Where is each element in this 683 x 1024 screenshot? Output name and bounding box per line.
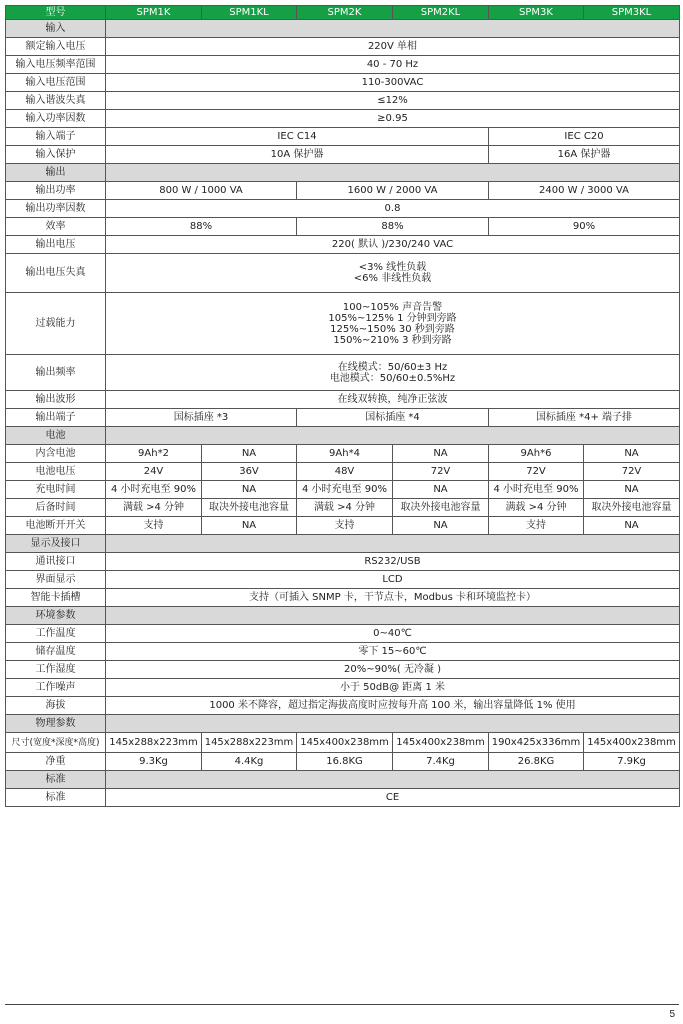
row-battery-voltage [6,463,680,481]
row-label: 输出功率 [6,182,106,200]
row-label: 海拔 [6,697,106,715]
section-physical [6,715,680,733]
model-spm1kl: SPM1KL [202,6,297,20]
section-input [6,20,680,38]
cell: 满载 >4 分钟 [106,499,202,517]
cell: 支持 [489,517,584,535]
section-standard [6,771,680,789]
row-value: RS232/USB [106,553,680,571]
section-title: 电池 [6,427,106,445]
distortion-line: <3% 线性负载 [358,262,427,273]
row-value: 支持（可插入 SNMP 卡，干节点卡，Modbus 卡和环境监控卡） [106,589,680,607]
row-label: 输入谐波失真 [6,92,106,110]
row-slot [6,589,680,607]
row-value: 国标插座 *3 [106,409,297,427]
row-comm [6,553,680,571]
cell: NA [202,445,297,463]
row-value: 88% [297,218,489,236]
cell: NA [584,517,680,535]
overload-line: 125%~150% 30 秒到旁路 [330,323,455,335]
row-altitude [6,697,680,715]
row-value: 10A 保护器 [106,146,489,164]
row-input-pf [6,110,680,128]
section-display [6,535,680,553]
row-label: 输出功率因数 [6,200,106,218]
row-backup-time [6,499,680,517]
cell: 9.3Kg [106,753,202,771]
cell: 145x400x238mm [584,733,680,753]
row-battery-switch [6,517,680,535]
cell: NA [584,481,680,499]
row-value: 小于 50dB@ 距离 1 米 [106,679,680,697]
row-value: 220V 单相 [106,38,680,56]
cell: 取决外接电池容量 [393,499,489,517]
page-number: 5 [669,1009,675,1020]
row-output-frequency [6,355,680,391]
row-label: 净重 [6,753,106,771]
row-value: 110-300VAC [106,74,680,92]
row-label: 储存温度 [6,643,106,661]
row-standard [6,789,680,807]
row-label: 尺寸(宽度*深度*高度) [6,733,106,753]
row-rated-voltage [6,38,680,56]
row-value: 2400 W / 3000 VA [489,182,680,200]
overload-line: 100~105% 声音告警 [342,301,443,313]
row-label: 输入保护 [6,146,106,164]
frequency-line: 在线模式：50/60±3 Hz [337,361,448,373]
header-row [6,6,680,20]
row-value [106,355,680,391]
model-spm3k: SPM3K [489,6,584,20]
row-label: 输入电压频率范围 [6,56,106,74]
row-label: 充电时间 [6,481,106,499]
cell: 取决外接电池容量 [202,499,297,517]
row-value: IEC C20 [489,128,680,146]
row-value: 16A 保护器 [489,146,680,164]
section-output [6,164,680,182]
row-label: 输出端子 [6,409,106,427]
row-value: 0~40℃ [106,625,680,643]
row-label: 工作湿度 [6,661,106,679]
row-value: 1600 W / 2000 VA [297,182,489,200]
cell: 4 小时充电至 90% [297,481,393,499]
overload-line: 105%~125% 1 分钟到旁路 [328,312,457,324]
cell: 9Ah*2 [106,445,202,463]
row-builtin-battery [6,445,680,463]
row-value: 在线双转换，纯净正弦波 [106,391,680,409]
cell: 4.4Kg [202,753,297,771]
row-value: ≥0.95 [106,110,680,128]
cell: 满载 >4 分钟 [489,499,584,517]
row-label: 输出电压失真 [6,254,106,293]
row-label: 输入电压范围 [6,74,106,92]
row-value: 90% [489,218,680,236]
row-value: 20%~90%( 无冷凝 ) [106,661,680,679]
section-title: 标准 [6,771,106,789]
row-value: 零下 15~60℃ [106,643,680,661]
row-noise [6,679,680,697]
row-value: 40 - 70 Hz [106,56,680,74]
section-environment [6,607,680,625]
row-label: 额定输入电压 [6,38,106,56]
section-title: 输出 [6,164,106,182]
cell: 9Ah*4 [297,445,393,463]
distortion-line: <6% 非线性负载 [353,273,432,284]
row-value: 88% [106,218,297,236]
cell: NA [393,481,489,499]
row-voltage-range [6,74,680,92]
cell: NA [584,445,680,463]
cell: 72V [489,463,584,481]
row-waveform [6,391,680,409]
section-title: 显示及接口 [6,535,106,553]
row-value: 220( 默认 )/230/240 VAC [106,236,680,254]
row-output-power [6,182,680,200]
row-op-temp [6,625,680,643]
cell: 190x425x336mm [489,733,584,753]
row-input-terminal [6,128,680,146]
row-label: 输出频率 [6,355,106,391]
row-efficiency [6,218,680,236]
row-label: 输入功率因数 [6,110,106,128]
cell: 7.9Kg [584,753,680,771]
model-header-label: 型号 [6,6,106,20]
cell: 4 小时充电至 90% [106,481,202,499]
row-label: 过载能力 [6,293,106,355]
cell: 36V [202,463,297,481]
model-spm1k: SPM1K [106,6,202,20]
row-value: LCD [106,571,680,589]
row-output-terminal [6,409,680,427]
row-input-thd [6,92,680,110]
row-label: 效率 [6,218,106,236]
spec-table [5,5,680,807]
cell: NA [393,517,489,535]
row-humidity [6,661,680,679]
cell: 4 小时充电至 90% [489,481,584,499]
cell: 72V [584,463,680,481]
row-frequency-range [6,56,680,74]
row-value: 国标插座 *4+ 端子排 [489,409,680,427]
cell: 满载 >4 分钟 [297,499,393,517]
row-label: 智能卡插槽 [6,589,106,607]
cell: NA [393,445,489,463]
row-value: 0.8 [106,200,680,218]
frequency-line: 电池模式：50/60±0.5%Hz [329,372,456,384]
row-ui [6,571,680,589]
row-label: 内含电池 [6,445,106,463]
cell: 9Ah*6 [489,445,584,463]
row-weight [6,753,680,771]
row-value: 国标插座 *4 [297,409,489,427]
section-title: 输入 [6,20,106,38]
cell: 24V [106,463,202,481]
row-value: CE [106,789,680,807]
row-label: 电池电压 [6,463,106,481]
model-spm2kl: SPM2KL [393,6,489,20]
footer-divider [5,1004,679,1005]
model-spm2k: SPM2K [297,6,393,20]
row-value: ≤12% [106,92,680,110]
row-label: 电池断开开关 [6,517,106,535]
row-label: 工作温度 [6,625,106,643]
cell: 支持 [297,517,393,535]
row-label: 输出波形 [6,391,106,409]
row-value: 800 W / 1000 VA [106,182,297,200]
row-value: 1000 米不降容，超过指定海拔高度时应按每升高 100 米，输出容量降低 1% 使用 [106,697,680,715]
model-spm3kl: SPM3KL [584,6,680,20]
cell: 取决外接电池容量 [584,499,680,517]
row-output-voltage [6,236,680,254]
row-label: 工作噪声 [6,679,106,697]
row-label: 标准 [6,789,106,807]
cell: 支持 [106,517,202,535]
row-charge-time [6,481,680,499]
cell: 145x400x238mm [297,733,393,753]
cell: NA [202,481,297,499]
cell: 145x288x223mm [106,733,202,753]
cell: NA [202,517,297,535]
cell: 16.8KG [297,753,393,771]
row-value: IEC C14 [106,128,489,146]
cell: 26.8KG [489,753,584,771]
overload-line: 150%~210% 3 秒到旁路 [333,334,452,346]
cell: 7.4Kg [393,753,489,771]
section-title: 环境参数 [6,607,106,625]
cell: 48V [297,463,393,481]
row-size [6,733,680,753]
cell: 72V [393,463,489,481]
row-label: 输入端子 [6,128,106,146]
row-value [106,254,680,293]
row-output-pf [6,200,680,218]
row-label: 通讯接口 [6,553,106,571]
row-input-protection [6,146,680,164]
row-label: 输出电压 [6,236,106,254]
section-title: 物理参数 [6,715,106,733]
row-output-distortion [6,254,680,293]
section-battery [6,427,680,445]
row-value [106,293,680,355]
cell: 145x400x238mm [393,733,489,753]
row-label: 后备时间 [6,499,106,517]
row-storage-temp [6,643,680,661]
cell: 145x288x223mm [202,733,297,753]
row-label: 界面显示 [6,571,106,589]
row-overload [6,293,680,355]
